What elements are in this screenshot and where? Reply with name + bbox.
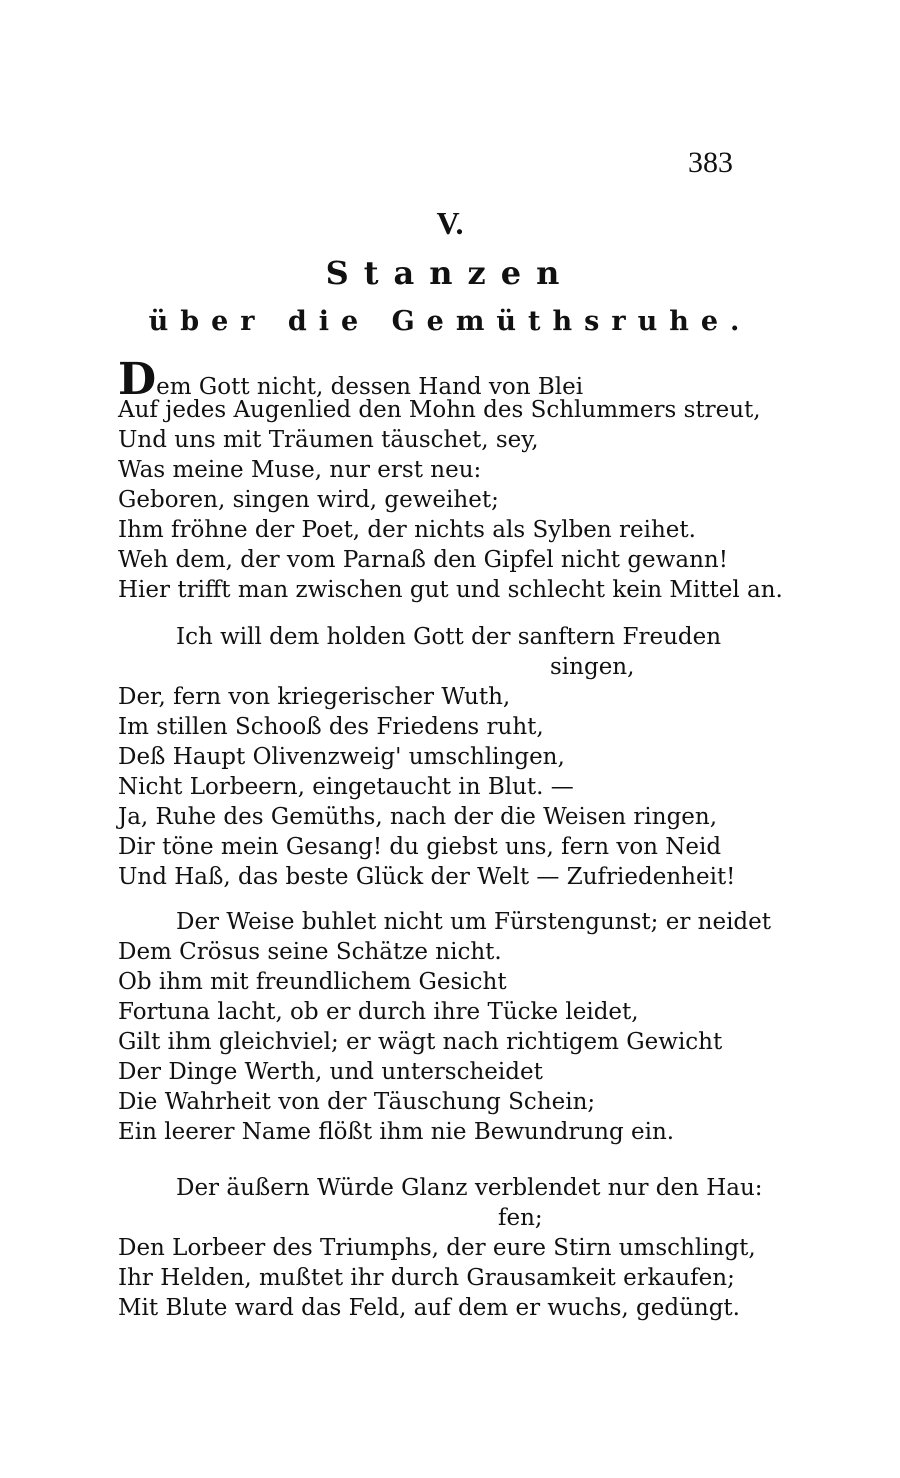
stanza-line-continuation: fen; [498, 1205, 543, 1231]
stanza-line: Dem Crösus seine Schätze nicht. [118, 939, 502, 965]
stanza-line: Ja, Ruhe des Gemüths, nach der die Weisen ringen, [118, 804, 718, 830]
stanza-line: Ihr Helden, mußtet ihr durch Grausamkeit erkaufen; [118, 1265, 735, 1291]
stanza-2 [118, 622, 798, 892]
stanza-line: Im stillen Schooß des Friedens ruht, [118, 714, 544, 740]
section-number: V. [436, 205, 464, 241]
page-number: 383 [688, 146, 733, 179]
stanza-3 [118, 907, 798, 1147]
poem-title: Stanzen [325, 254, 575, 292]
stanza-line-continuation: singen, [550, 654, 635, 680]
stanza-first-line: Der äußern Würde Glanz verblendet nur den Hau: [176, 1175, 763, 1201]
stanza-line: Nicht Lorbeern, eingetaucht in Blut. — [118, 774, 574, 800]
stanza-line: Die Wahrheit von der Täuschung Schein; [118, 1089, 596, 1115]
stanza-line: Und Haß, das beste Glück der Welt — Zufriedenheit! [118, 864, 736, 890]
stanza-line: Gilt ihm gleichviel; er wägt nach richtigem Gewicht [118, 1029, 723, 1055]
stanza-line: Geboren, singen wird, geweihet; [118, 487, 499, 513]
stanza-line: Was meine Muse, nur erst neu: [118, 457, 482, 483]
stanza-line: Dir töne mein Gesang! du giebst uns, fern von Neid [118, 834, 722, 860]
stanza-line: Fortuna lacht, ob er durch ihre Tücke leidet, [118, 999, 639, 1025]
stanza-line: Dem Gott nicht, dessen Hand von Blei [118, 354, 584, 405]
stanza-line: Ihm fröhne der Poet, der nichts als Sylben reihet. [118, 517, 696, 543]
stanza-first-line: Der Weise buhlet nicht um Fürstengunst; er neidet [176, 909, 772, 935]
stanza-line: Auf jedes Augenlied den Mohn des Schlummers streut, [118, 397, 761, 423]
stanza-line: Hier trifft man zwischen gut und schlecht kein Mittel an. [118, 577, 783, 603]
drop-cap: D [118, 354, 157, 405]
stanza-line: Den Lorbeer des Triumphs, der eure Stirn umschlingt, [118, 1235, 756, 1261]
stanza-line: Weh dem, der vom Parnaß den Gipfel nicht gewann! [118, 547, 728, 573]
stanza-line: Der, fern von kriegerischer Wuth, [118, 684, 511, 710]
stanza-line: Der Dinge Werth, und unterscheidet [118, 1059, 543, 1085]
stanza-line: Deß Haupt Olivenzweig' umschlingen, [118, 744, 565, 770]
stanza-line: Ein leerer Name flößt ihm nie Bewundrung ein. [118, 1119, 675, 1145]
poem-subtitle: über die Gemüthsruhe. [148, 306, 752, 337]
stanza-line: Und uns mit Träumen täuschet, sey, [118, 427, 539, 453]
stanza-first-line: Ich will dem holden Gott der sanftern Freuden [176, 624, 722, 650]
stanza-line: Ob ihm mit freundlichem Gesicht [118, 969, 507, 995]
stanza-line: Mit Blute ward das Feld, auf dem er wuchs, gedüngt. [118, 1295, 740, 1321]
stanza-1 [118, 354, 798, 605]
stanza-4 [118, 1173, 798, 1323]
